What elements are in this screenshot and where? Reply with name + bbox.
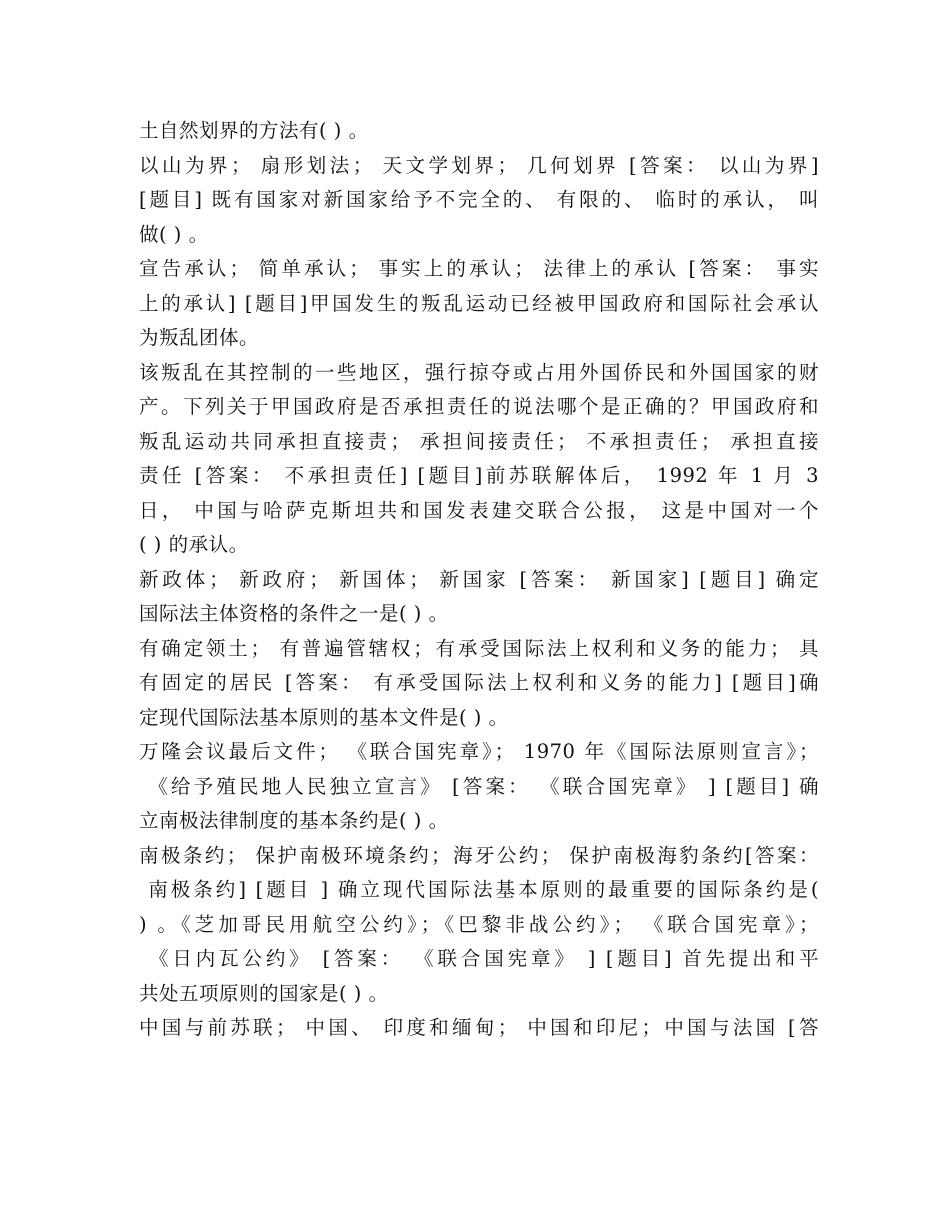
- text-line: 南极条约； 保护南极环境条约；海牙公约； 保护南极海豹条约[答案：: [139, 843, 819, 867]
- text-line: 有确定领土； 有普遍管辖权；有承受国际法上权利和义务的能力； 具: [139, 636, 819, 660]
- text-line: 叛乱运动共同承担直接责； 承担间接责任； 不承担责任； 承担直接: [139, 429, 819, 453]
- text-line: 国际法主体资格的条件之一是( ) 。: [139, 602, 449, 625]
- text-line: 有固定的居民 [答案： 有承受国际法上权利和义务的能力] [题目]确: [139, 671, 819, 694]
- text-line: 立南极法律制度的基本条约是( ) 。: [139, 809, 449, 832]
- text-line: 南极条约] [题目 ] 确立现代国际法基本原则的最重要的国际条约是(: [139, 878, 819, 901]
- text-line: ( ) 的承认。: [139, 533, 249, 556]
- text-line: 以山为界； 扇形划法； 天文学划界； 几何划界 [答案： 以山为界]: [139, 153, 819, 177]
- text-line: 《日内瓦公约》 [答案： 《联合国宪章》 ] [题目] 首先提出和平: [139, 947, 819, 970]
- text-line: 为叛乱团体。: [139, 326, 260, 349]
- document-body: [139, 114, 819, 1046]
- text-line: 日， 中国与哈萨克斯坦共和国发表建交联合公报， 这是中国对一个: [139, 498, 819, 522]
- text-line: 该叛乱在其控制的一些地区，强行掠夺或占用外国侨民和外国国家的财: [139, 360, 819, 384]
- text-line: 产。下列关于甲国政府是否承担责任的说法哪个是正确的？甲国政府和: [139, 395, 819, 418]
- text-line: 责任 [答案： 不承担责任] [题目]前苏联解体后， 1992 年 1 月 3: [139, 464, 819, 487]
- text-line: 《给予殖民地人民独立宣言》 [答案： 《联合国宪章》 ] [题目] 确: [139, 774, 819, 798]
- text-line: 定现代国际法基本原则的基本文件是( ) 。: [139, 705, 509, 729]
- text-line: 新政体； 新政府； 新国体； 新国家 [答案： 新国家] [题目] 确定: [139, 567, 819, 591]
- text-line: 做( ) 。: [139, 222, 209, 246]
- text-line: 共处五项原则的国家是( ) 。: [139, 981, 389, 1005]
- text-line: 土自然划界的方法有( ) 。: [139, 119, 369, 142]
- text-line: [题目] 既有国家对新国家给予不完全的、 有限的、 临时的承认， 叫: [139, 188, 819, 211]
- text-line: 上的承认] [题目]甲国发生的叛乱运动已经被甲国政府和国际社会承认: [139, 291, 819, 315]
- text-line: ) 。《芝加哥民用航空公约》；《巴黎非战公约》； 《联合国宪章》；: [139, 912, 819, 936]
- text-line: 中国与前苏联； 中国、 印度和缅甸； 中国和印尼；中国与法国 [答: [139, 1016, 819, 1039]
- text-line: 宣告承认； 简单承认； 事实上的承认； 法律上的承认 [答案： 事实: [139, 257, 819, 280]
- text-line: 万隆会议最后文件； 《联合国宪章》； 1970 年《国际法原则宣言》；: [139, 740, 819, 763]
